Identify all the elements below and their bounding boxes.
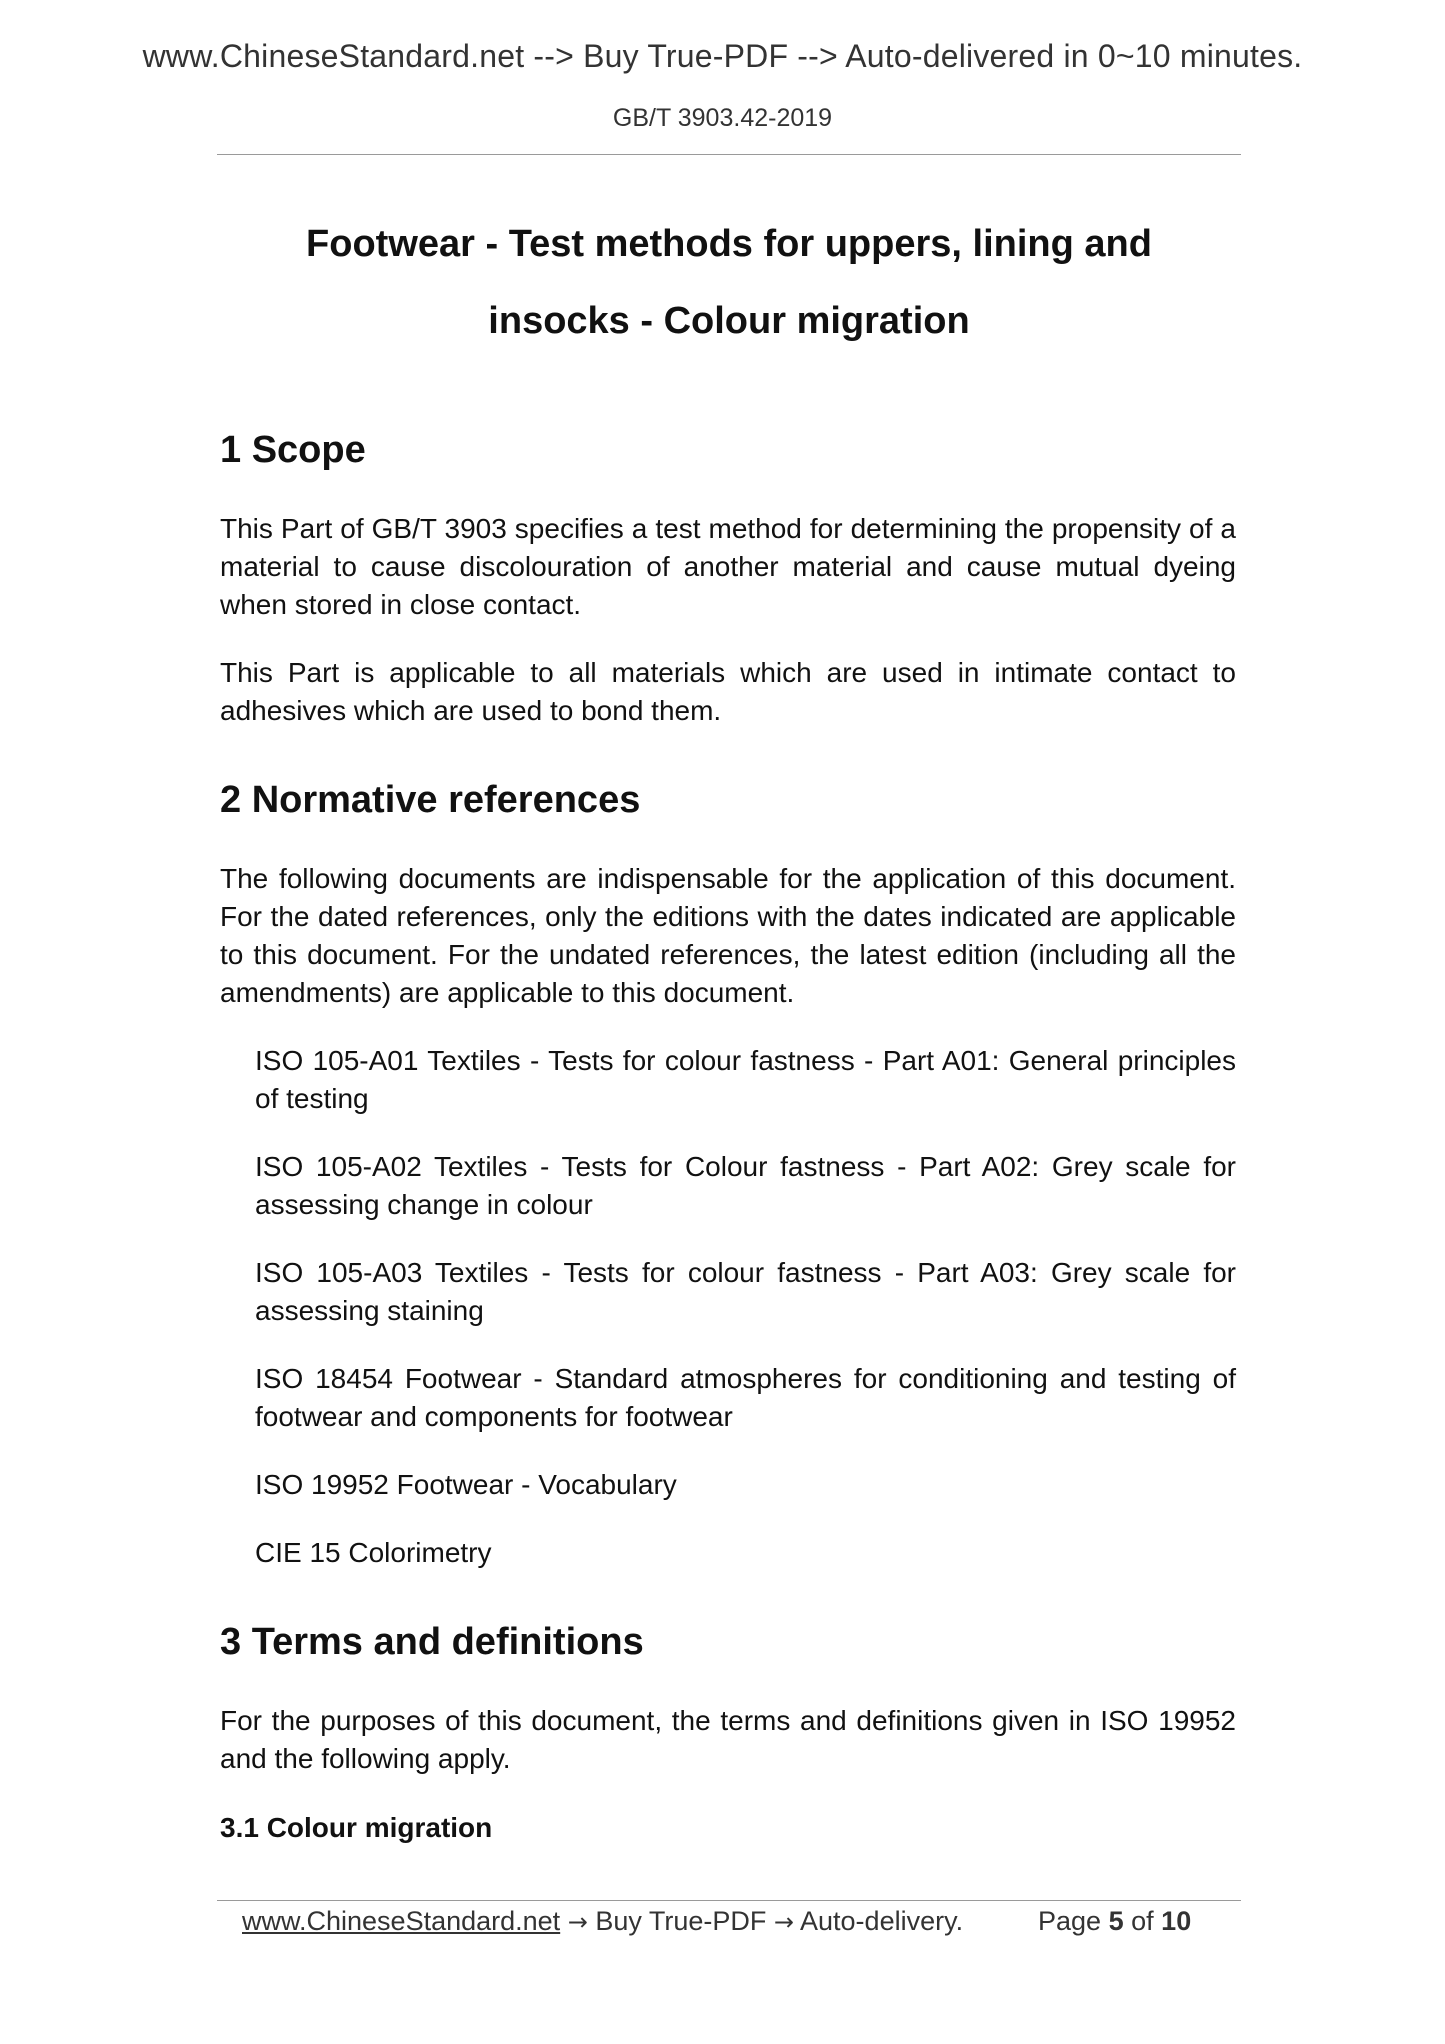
footer-buy-text: Buy True-PDF <box>595 1906 767 1936</box>
reference-item: ISO 105-A01 Textiles - Tests for colour fastness - Part A01: General principles of testing <box>255 1045 1236 1114</box>
reference-item: CIE 15 Colorimetry <box>255 1537 492 1568</box>
top-banner: www.ChineseStandard.net --> Buy True-PDF --> Auto-delivered in 0~10 minutes. <box>142 38 1303 74</box>
scope-paragraph-1: This Part of GB/T 3903 specifies a test method for determining the propensity of a material to cause discolouration of another material and cause mutual dyeing when stored in close contact. <box>220 513 1236 620</box>
arrow-right-icon: → <box>567 1908 588 1936</box>
arrow-right-icon: → <box>773 1908 794 1936</box>
normative-intro-paragraph: The following documents are indispensable for the application of this document. For the dated references, only the editions with the dates indicated are applicable to this document. For the undated references, the latest edition (including all the amendments) are applicable to this document. <box>220 863 1236 1008</box>
scope-paragraph-2: This Part is applicable to all materials which are used in intimate contact to adhesives which are used to bond them. <box>220 657 1236 726</box>
document-title <box>217 206 1241 360</box>
reference-item: ISO 18454 Footwear - Standard atmospheres for conditioning and testing of footwear and components for footwear <box>255 1363 1236 1432</box>
document-body <box>220 420 1236 1848</box>
title-line-2: insocks - Colour migration <box>488 300 970 342</box>
page-of-label: of <box>1131 1906 1154 1936</box>
page-total: 10 <box>1161 1906 1192 1936</box>
subsection-3-1-heading: 3.1 Colour migration <box>220 1812 493 1843</box>
reference-item: ISO 105-A03 Textiles - Tests for colour fastness - Part A03: Grey scale for assessing staining <box>255 1257 1236 1326</box>
page-footer <box>0 1901 1445 1941</box>
page-current: 5 <box>1108 1906 1124 1936</box>
header-divider <box>217 154 1241 155</box>
footer-site-link[interactable]: www.ChineseStandard.net <box>242 1906 561 1936</box>
page-indicator <box>1038 1901 1191 1941</box>
footer-links <box>242 1901 963 1942</box>
footer-delivery-text: Auto-delivery. <box>800 1906 964 1936</box>
section-2-heading: 2 Normative references <box>220 779 641 821</box>
standard-code: GB/T 3903.42-2019 <box>612 104 833 132</box>
section-3-heading: 3 Terms and definitions <box>220 1621 644 1663</box>
reference-item: ISO 19952 Footwear - Vocabulary <box>255 1469 677 1500</box>
section-1-heading: 1 Scope <box>220 429 366 471</box>
page-label: Page <box>1038 1906 1102 1936</box>
title-line-1: Footwear - Test methods for uppers, lining and <box>306 223 1152 265</box>
terms-intro-paragraph: For the purposes of this document, the terms and definitions given in ISO 19952 and the following apply. <box>220 1705 1236 1774</box>
reference-item: ISO 105-A02 Textiles - Tests for Colour fastness - Part A02: Grey scale for assessing change in colour <box>255 1151 1236 1220</box>
